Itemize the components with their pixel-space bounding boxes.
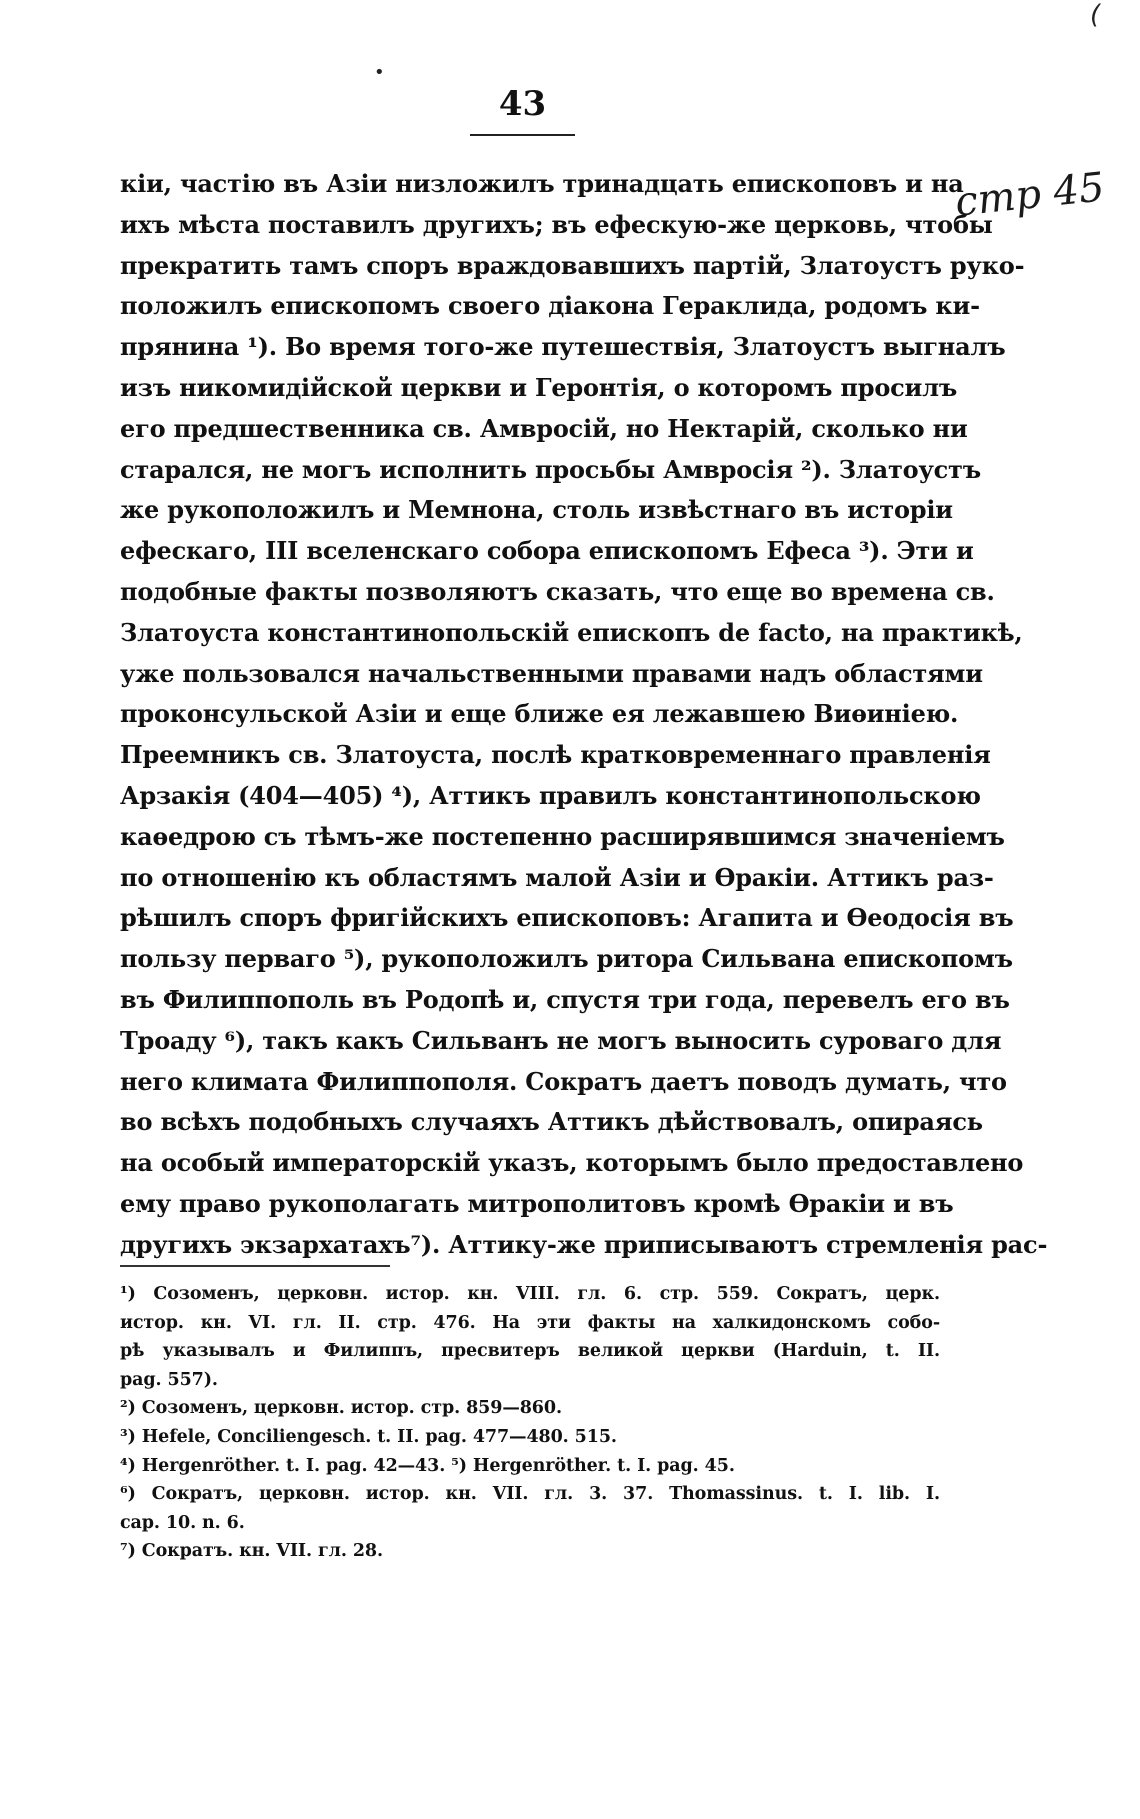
- footnote-line: рѣ указывалъ и Филиппъ, пресвитеръ великой церкви (Harduin, t. II.: [120, 1341, 940, 1362]
- footnote-line: ³) Hefele, Conciliengesch. t. II. pag. 477—480. 515.: [120, 1426, 617, 1447]
- footnote-separator: [120, 1265, 390, 1267]
- text-line: прекратить тамъ споръ враждовавшихъ партій, Златоустъ руко-: [120, 250, 1025, 280]
- text-line: во всѣхъ подобныхъ случаяхъ Аттикъ дѣйствовалъ, опираясь: [120, 1107, 983, 1137]
- text-line: положилъ епископомъ своего діакона Гераклида, родомъ ки-: [120, 291, 980, 321]
- text-line: Арзакія (404—405) ⁴), Аттикъ правилъ константинопольскою: [120, 780, 981, 810]
- footnote-line: ²) Созоменъ, церковн. истор. стр. 859—860.: [120, 1398, 562, 1419]
- page-number: 43: [498, 84, 547, 124]
- text-line: проконсульской Азіи и еще ближе ея лежавшею Виѳиніею.: [120, 699, 959, 729]
- text-line: пользу перваго ⁵), рукоположилъ ритора Сильвана епископомъ: [120, 944, 1013, 974]
- text-line: кіи, частію въ Азіи низложилъ тринадцать епископовъ и на: [120, 169, 964, 198]
- text-line: ему право рукополагать митрополитовъ кромѣ Ѳракіи и въ: [120, 1188, 954, 1218]
- text-line: на особый императорскій указъ, которымъ было предоставлено: [120, 1148, 1024, 1178]
- text-line: Троаду ⁶), такъ какъ Сильванъ не могъ выносить суроваго для: [120, 1025, 1002, 1055]
- text-line: изъ никомидійской церкви и Геронтія, о которомъ просилъ: [120, 372, 958, 402]
- text-line: въ Филиппополь въ Родопѣ и, спустя три года, перевелъ его въ: [120, 984, 1010, 1014]
- text-line: Златоуста константинопольскій епископъ de facto, на практикѣ,: [120, 617, 1023, 647]
- footnote-line: ¹) Созоменъ, церковн. истор. кн. VIII. гл. 6. стр. 559. Сократъ, церк.: [120, 1284, 940, 1304]
- text-line: него климата Филиппополя. Сократъ даетъ поводъ думать, что: [120, 1066, 1007, 1096]
- text-line: ихъ мѣста поставилъ другихъ; въ ефескую-же церковь, чтобы: [120, 209, 993, 239]
- text-line: подобные факты позволяютъ сказать, что еще во времена св.: [120, 576, 995, 606]
- handwritten-margin-note: стр 45: [953, 164, 1107, 226]
- text-line: каѳедрою съ тѣмъ-же постепенно расширявшимся значеніемъ: [120, 821, 1005, 851]
- text-line: рѣшилъ споръ фригійскихъ епископовъ: Агапита и Ѳеодосія въ: [120, 903, 1014, 933]
- footnote-line: ⁷) Сократъ. кн. VII. гл. 28.: [120, 1541, 383, 1562]
- text-line: прянина ¹). Во время того-же путешествія, Златоустъ выгналъ: [120, 332, 1006, 362]
- text-line: же рукоположилъ и Мемнона, столь извѣстнаго въ исторіи: [120, 495, 953, 525]
- footnote-line: истор. кн. VI. гл. II. стр. 476. На эти факты на халкидонскомъ собо-: [120, 1312, 940, 1333]
- text-line: ефескаго, III вселенскаго собора епископомъ Ефеса ³). Эти и: [120, 536, 974, 566]
- footnotes: [120, 1280, 940, 1566]
- text-line: Преемникъ св. Златоуста, послѣ кратковременнаго правленія: [120, 740, 991, 770]
- footnote-line: ⁶) Сократъ, церковн. истор. кн. VII. гл. 3. 37. Thomassinus. t. I. lib. I.: [120, 1484, 940, 1505]
- text-line: его предшественника св. Амвросій, но Нектарій, сколько ни: [120, 413, 968, 443]
- dot-mark: •: [374, 62, 385, 83]
- text-line: по отношенію къ областямъ малой Азіи и Ѳракіи. Аттикъ раз-: [120, 862, 994, 892]
- corner-mark: (: [1090, 0, 1101, 30]
- text-line: старался, не могъ исполнить просьбы Амвросія ²). Златоустъ: [120, 454, 981, 484]
- text-line: другихъ экзархатахъ⁷). Аттику-же приписываютъ стремленія рас-: [120, 1229, 1048, 1259]
- footnote-line: cap. 10. n. 6.: [120, 1512, 245, 1533]
- text-line: уже пользовался начальственными правами надъ областями: [120, 658, 983, 688]
- footnote-line: pag. 557).: [120, 1369, 218, 1390]
- footnote-line: ⁴) Hergenröther. t. I. pag. 42—43. ⁵) Hergenröther. t. I. pag. 45.: [120, 1455, 735, 1476]
- page-number-underline: [470, 134, 575, 136]
